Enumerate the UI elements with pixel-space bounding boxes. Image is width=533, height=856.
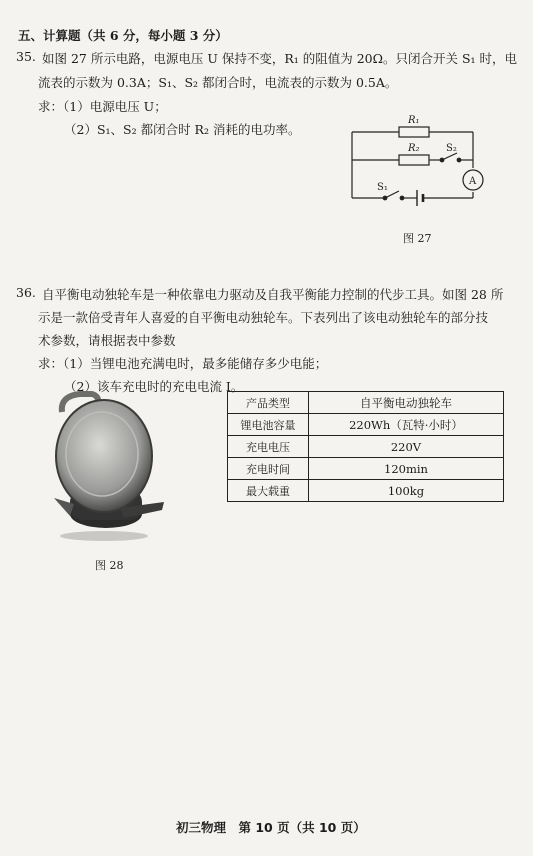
q36-number: 36. [16, 285, 36, 300]
figure-27-caption: 图 27 [403, 232, 432, 245]
r2-label: R₂ [408, 143, 420, 154]
table-value: 100kg [309, 480, 504, 502]
q35-line1: 如图 27 所示电路，电源电压 U 保持不变，R₁ 的阻值为 20Ω。只闭合开关 S₁ 时，电 [42, 51, 517, 66]
ammeter-label: A [469, 176, 477, 187]
table-key: 充电电压 [228, 436, 309, 458]
table-row [228, 458, 504, 480]
switch-s2-blade [442, 153, 457, 160]
circuit-diagram [345, 110, 495, 215]
table-key: 最大载重 [228, 480, 309, 502]
page-footer: 初三物理 第 10 页（共 10 页） [176, 820, 366, 835]
q36-ask2: （2）该车充电时的充电电流 I。 [64, 379, 244, 394]
switch-s1-contact [400, 196, 404, 200]
s2-label: S₂ [446, 143, 457, 154]
q35-ask2: （2）S₁、S₂ 都闭合时 R₂ 消耗的电功率。 [64, 122, 301, 137]
table-value: 120min [309, 458, 504, 480]
spec-table [227, 391, 504, 502]
q35-ask1: 求：（1）电源电压 U； [38, 99, 167, 114]
s1-label: S₁ [377, 182, 388, 193]
table-row [228, 414, 504, 436]
unicycle-illustration [40, 390, 175, 545]
table-value: 220V [309, 436, 504, 458]
shadow [60, 531, 148, 541]
q36-line3: 术参数，请根据表中参数 [38, 333, 176, 348]
q36-line1: 自平衡电动独轮车是一种依靠电力驱动及自我平衡能力控制的代步工具。如图 28 所 [42, 287, 504, 302]
table-key: 产品类型 [228, 392, 309, 414]
table-row [228, 436, 504, 458]
figure-28-caption: 图 28 [95, 559, 124, 572]
section-title: 五、计算题（共 6 分，每小题 3 分） [18, 28, 228, 43]
table-value: 自平衡电动独轮车 [309, 392, 504, 414]
table-row [228, 392, 504, 414]
q35-line2: 流表的示数为 0.3A；S₁、S₂ 都闭合时，电流表的示数为 0.5A。 [38, 75, 398, 90]
table-row [228, 480, 504, 502]
table-value: 220Wh（瓦特·小时） [309, 414, 504, 436]
q36-ask1: 求：（1）当锂电池充满电时，最多能储存多少电能； [38, 356, 328, 371]
resistor-r1 [399, 127, 429, 137]
switch-s2-contact [457, 158, 461, 162]
table-key: 充电时间 [228, 458, 309, 480]
q36-line2: 示是一款倍受青年人喜爱的自平衡电动独轮车。下表列出了该电动独轮车的部分技 [38, 310, 489, 325]
resistor-r2 [399, 155, 429, 165]
r1-label: R₁ [408, 115, 420, 126]
table-key: 锂电池容量 [228, 414, 309, 436]
q35-number: 35. [16, 49, 36, 64]
